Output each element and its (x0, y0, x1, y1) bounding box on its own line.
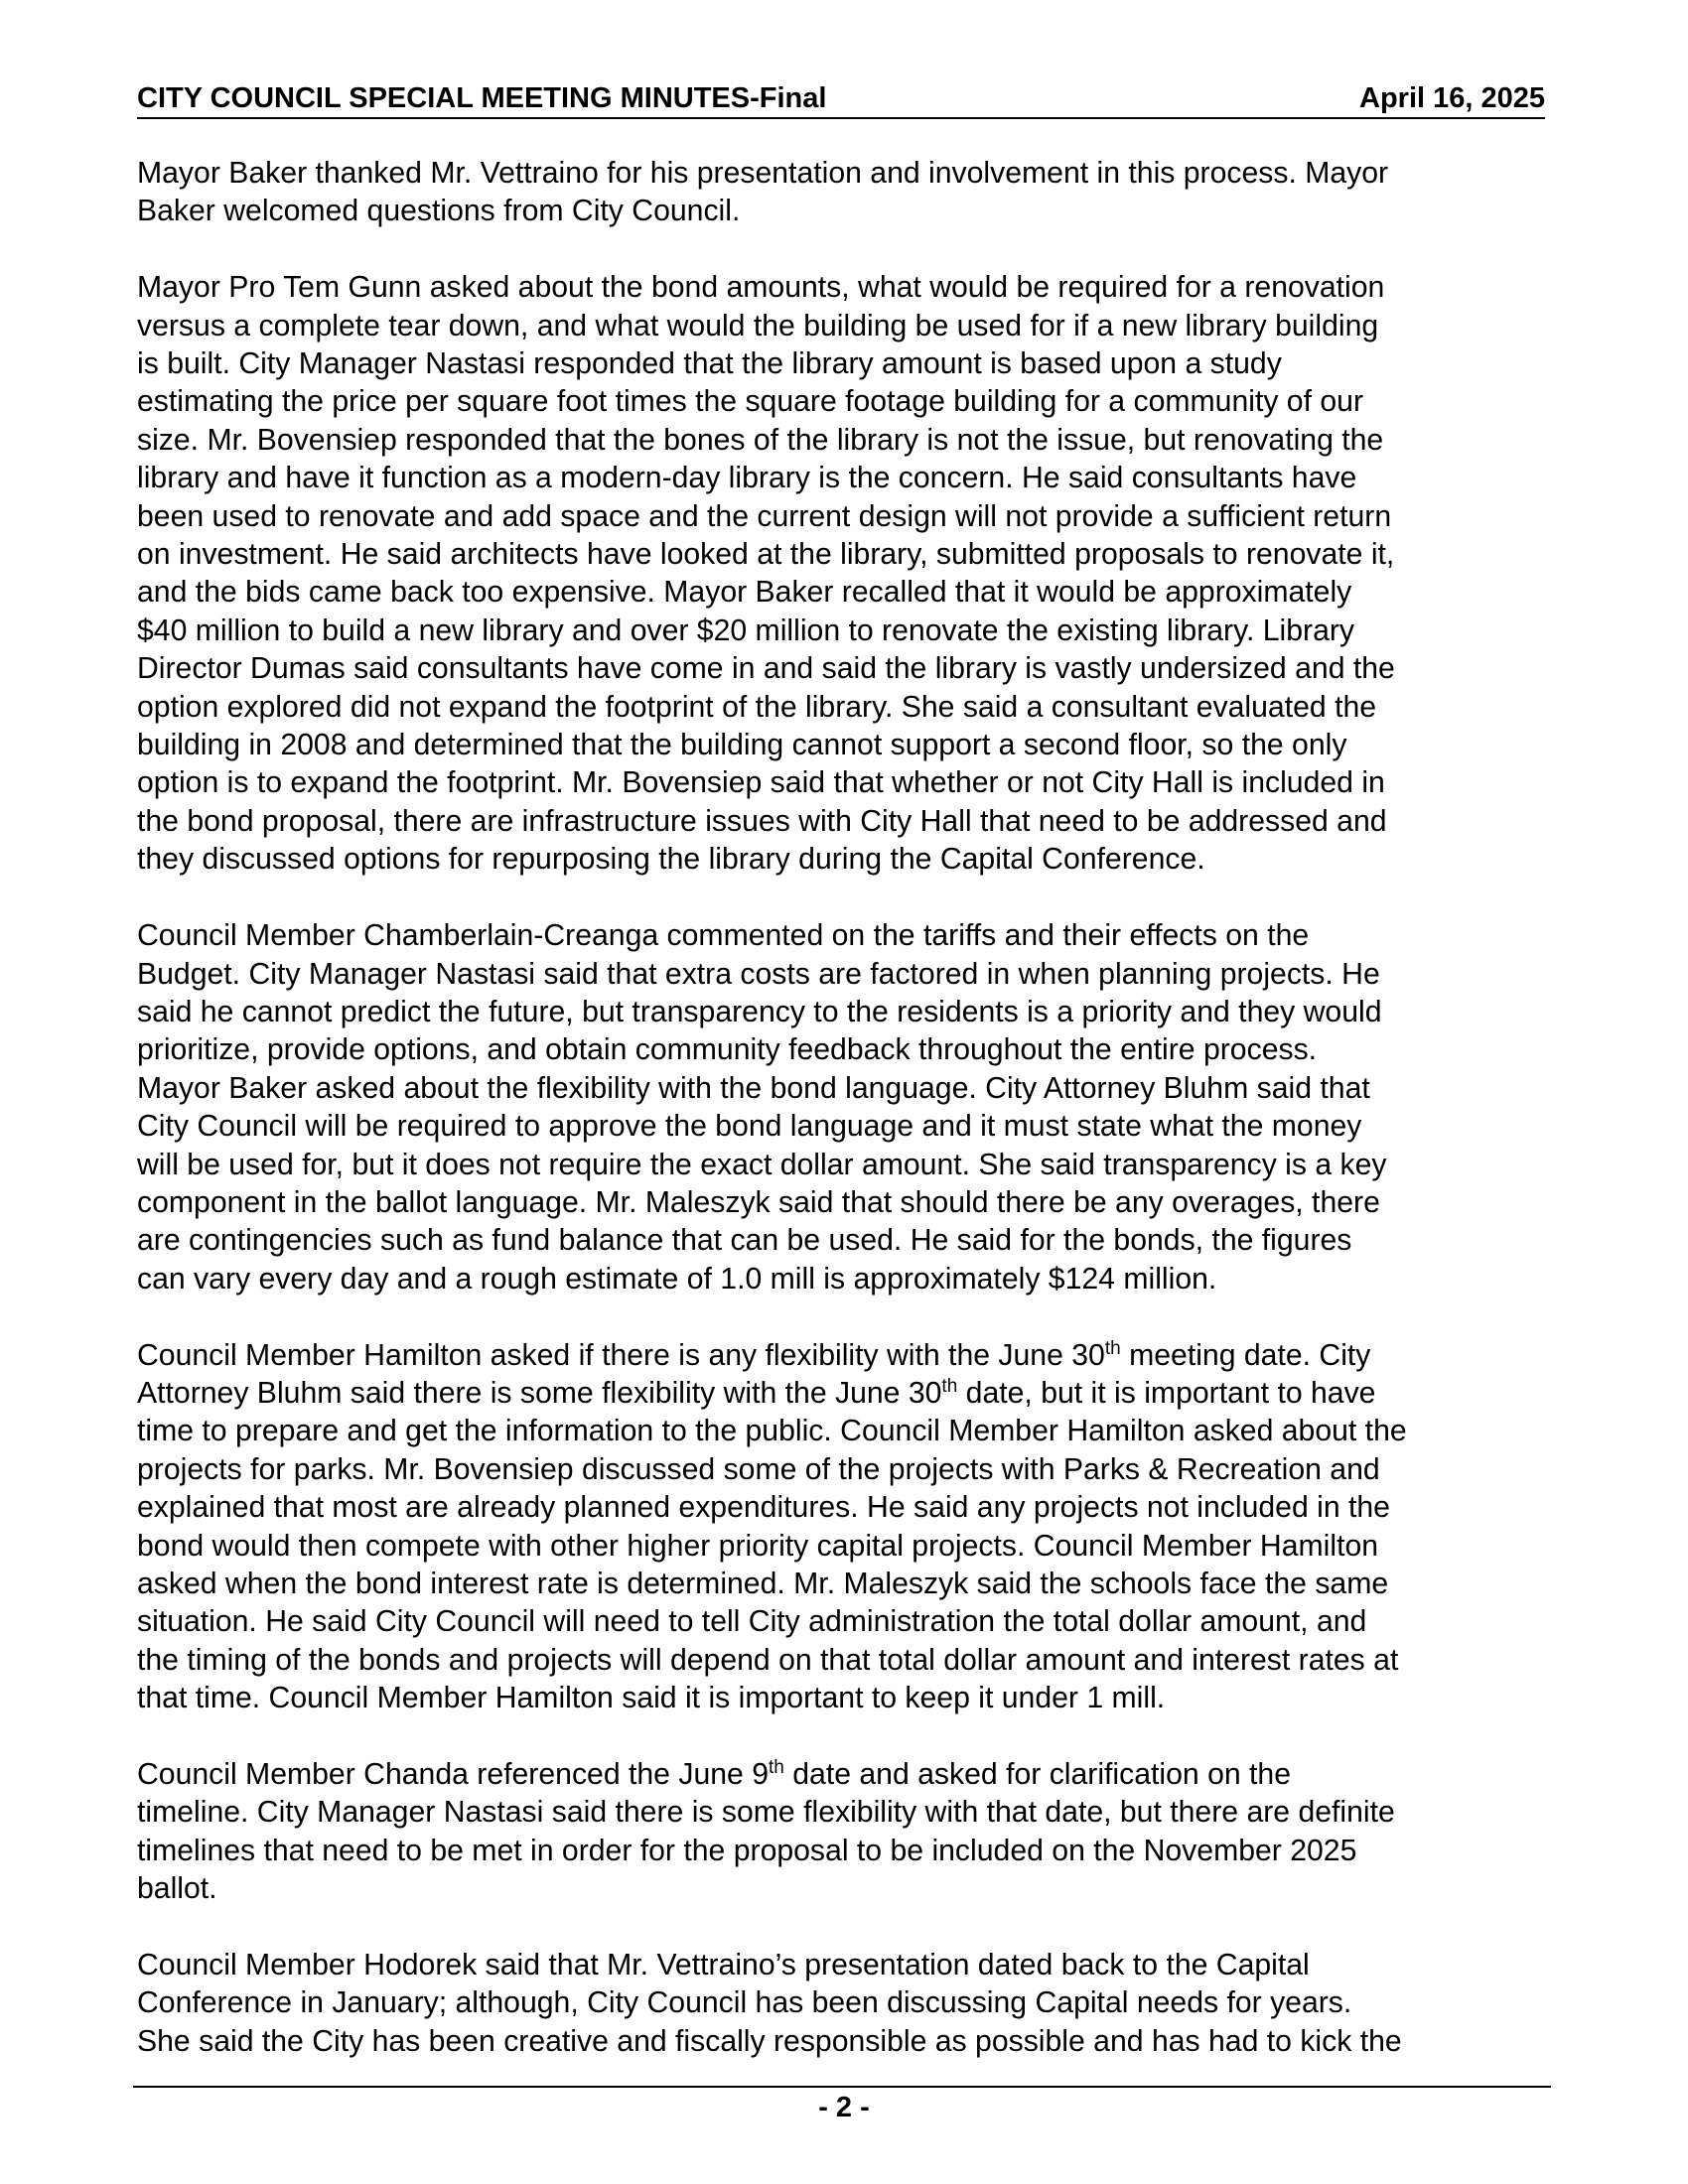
text-line: Council Member Hamilton asked if there is any flexibility with the June 30th meeting date. City (137, 1337, 1371, 1372)
text-line: they discussed options for repurposing the library during the Capital Conference. (137, 843, 1205, 877)
page-header (137, 77, 1545, 119)
page-number: - 2 - (818, 2092, 870, 2123)
text-line: Budget. City Manager Nastasi said that extra costs are factored in when planning projects. He (137, 957, 1380, 991)
text-line: that time. Council Member Hamilton said it is important to keep it under 1 mill. (137, 1682, 1166, 1715)
text-line: Council Member Hodorek said that Mr. Vettraino’s presentation dated back to the Capital (137, 1949, 1310, 1982)
text-line: timelines that need to be met in order for the proposal to be included on the November 2025 (137, 1834, 1357, 1867)
text-line: Mayor Baker asked about the flexibility with the bond language. City Attorney Bluhm said that (137, 1071, 1370, 1105)
text-line: Baker welcomed questions from City Council. (137, 195, 741, 228)
paragraph (137, 1337, 1557, 1718)
text-line: prioritize, provide options, and obtain community feedback throughout the entire process. (137, 1033, 1318, 1067)
text-line: can vary every day and a rough estimate of 1.0 mill is approximately $124 million. (137, 1262, 1217, 1296)
text-line: Conference in January; although, City Council has been discussing Capital needs for years. (137, 1986, 1352, 2020)
text-line: will be used for, but it does not require the exact dollar amount. She said transparency is a key (137, 1148, 1387, 1181)
text-line: ballot. (137, 1872, 217, 1906)
text-line: Attorney Bluhm said there is some flexibility with the June 30th date, but it is important to have (137, 1375, 1376, 1410)
text-line: on investment. He said architects have looked at the library, submitted proposals to renovate it, (137, 538, 1395, 572)
text-line: versus a complete tear down, and what would the building be used for if a new library building (137, 309, 1379, 342)
text-line: said he cannot predict the future, but transparency to the residents is a priority and they would (137, 995, 1382, 1028)
text-line: timeline. City Manager Nastasi said there is some flexibility with that date, but there are definite (137, 1796, 1395, 1830)
paragraph (137, 1947, 1557, 2061)
paragraph (137, 155, 1557, 231)
text-line: option is to expand the footprint. Mr. Bovensiep said that whether or not City Hall is included in (137, 766, 1385, 800)
text-line: City Council will be required to approve the bond language and it must state what the money (137, 1110, 1362, 1144)
text-line: projects for parks. Mr. Bovensiep discussed some of the projects with Parks & Recreation and (137, 1452, 1380, 1486)
text-line: the bond proposal, there are infrastructure issues with City Hall that need to be addressed and (137, 804, 1387, 838)
text-line: Council Member Chanda referenced the June 9th date and asked for clarification on the (137, 1757, 1292, 1791)
text-line: time to prepare and get the information to the public. Council Member Hamilton asked about the (137, 1415, 1407, 1448)
text-line: Director Dumas said consultants have come in and said the library is vastly undersized and the (137, 652, 1395, 686)
paragraph (137, 917, 1557, 1298)
text-line: and the bids came back too expensive. Mayor Baker recalled that it would be approximately (137, 576, 1352, 610)
text-line: $40 million to build a new library and over $20 million to renovate the existing library. Library (137, 614, 1355, 647)
text-line: building in 2008 and determined that the building cannot support a second floor, so the only (137, 729, 1347, 762)
paragraph (137, 269, 1557, 880)
text-line: been used to renovate and add space and the current design will not provide a sufficient return (137, 499, 1392, 533)
text-line: estimating the price per square foot times the square footage building for a community of our (137, 385, 1364, 419)
document-title: CITY COUNCIL SPECIAL MEETING MINUTES-Final (137, 82, 827, 114)
text-line: component in the ballot language. Mr. Maleszyk said that should there be any overages, there (137, 1185, 1380, 1219)
text-line: She said the City has been creative and fiscally responsible as possible and has had to kick the (137, 2024, 1402, 2058)
text-line: Council Member Chamberlain-Creanga commented on the tariffs and their effects on the (137, 919, 1310, 953)
text-line: Mayor Baker thanked Mr. Vettraino for his presentation and involvement in this process. Mayor (137, 157, 1389, 190)
text-line: library and have it function as a modern-day library is the concern. He said consultants have (137, 462, 1357, 495)
footer-divider (133, 2086, 1551, 2088)
text-line: bond would then compete with other higher priority capital projects. Council Member Hamilton (137, 1529, 1379, 1563)
text-line: situation. He said City Council will need to tell City administration the total dollar amount, and (137, 1605, 1367, 1639)
text-line: Mayor Pro Tem Gunn asked about the bond amounts, what would be required for a renovation (137, 271, 1385, 305)
meeting-date: April 16, 2025 (1359, 82, 1545, 114)
text-line: option explored did not expand the footprint of the library. She said a consultant evaluated the (137, 690, 1377, 724)
text-line: is built. City Manager Nastasi responded that the library amount is based upon a study (137, 347, 1282, 381)
text-line: explained that most are already planned expenditures. He said any projects not included in the (137, 1491, 1390, 1525)
text-line: the timing of the bonds and projects will depend on that total dollar amount and interest rates at (137, 1643, 1399, 1677)
paragraph (137, 1756, 1557, 1909)
text-line: asked when the bond interest rate is determined. Mr. Maleszyk said the schools face the same (137, 1567, 1389, 1600)
text-line: are contingencies such as fund balance that can be used. He said for the bonds, the figures (137, 1224, 1352, 1258)
minutes-body (137, 155, 1557, 2100)
text-line: size. Mr. Bovensiep responded that the bones of the library is not the issue, but renovating the (137, 423, 1384, 457)
